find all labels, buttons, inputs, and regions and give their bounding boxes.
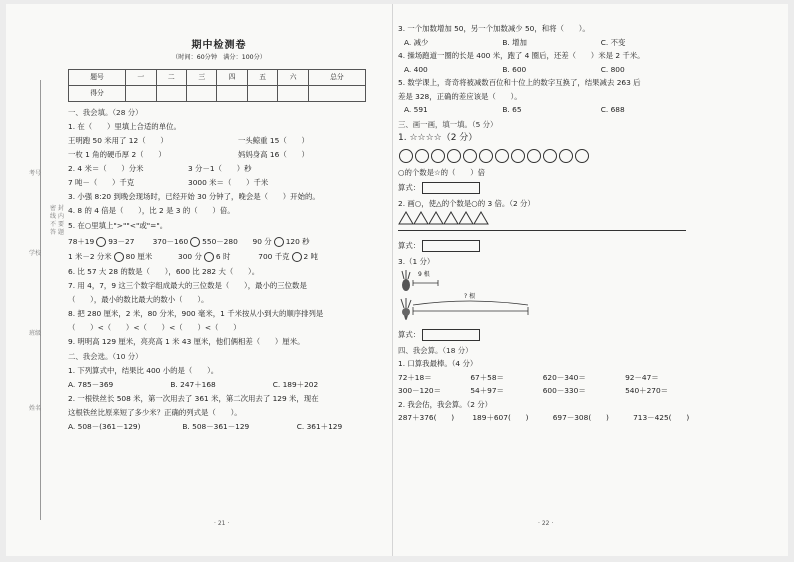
triangle-shapes xyxy=(398,211,490,225)
score-header: 二 xyxy=(156,70,186,86)
score-header: 题号 xyxy=(69,70,126,86)
choice-3-c: C. 不变 xyxy=(600,37,626,47)
choice-question-1: 1. 下列算式中，结果比 400 小的是（ ）。 xyxy=(68,365,219,375)
question-8-line2: （ ）<（ ）<（ ）<（ ）<（ ） xyxy=(68,322,241,332)
circle-shape xyxy=(447,149,461,163)
q1-item-a: 王明跑 50 米用了 12（ ） xyxy=(68,136,168,145)
q5-b6: 2 吨 xyxy=(303,252,318,261)
circle-shape xyxy=(415,149,429,163)
choice-1-c: C. 189＋202 xyxy=(272,379,319,389)
choice-question-5-line2: 差是 328，正确的差应该是（ ）。 xyxy=(398,91,522,101)
choice-question-5-line1: 5. 数学课上，奇奇将被减数百位和十位上的数字互换了，结果减去 263 后 xyxy=(398,78,641,87)
choice-question-2-line1: 2. 一根铁丝长 508 米，第一次用去了 361 米，第二次用去了 129 米，现在 xyxy=(68,393,319,403)
choice-1-a: A. 785－369 xyxy=(68,379,114,389)
choice-5-c: C. 688 xyxy=(600,105,625,114)
vegetable-diagram xyxy=(398,269,743,327)
margin-label-school: 学校 xyxy=(28,250,41,257)
calc-item: 92－47＝ xyxy=(625,372,659,382)
q5-b3: 300 分 xyxy=(178,252,202,261)
exam-subtitle: （时间：60分钟 满分：100分） xyxy=(172,54,266,61)
score-header: 三 xyxy=(186,70,216,86)
section-2-title: 二、我会选。（10 分） xyxy=(68,351,143,361)
exam-title: 期中检测卷 xyxy=(191,40,247,51)
score-table xyxy=(68,69,366,102)
formula-label: 算式： xyxy=(398,241,421,250)
page-number-left: · 21 · xyxy=(214,520,230,527)
compare-circle[interactable] xyxy=(204,252,214,262)
circle-shape xyxy=(479,149,493,163)
calc-item: 600－330＝ xyxy=(542,386,586,395)
q1-item-d: 妈妈身高 16（ ） xyxy=(238,150,309,159)
draw-question-1: 1. ☆☆☆☆（2 分） xyxy=(398,133,478,143)
choice-question-2-line2: 这根铁丝比原来短了多少米？正确的列式是（ ）。 xyxy=(68,407,242,417)
formula-label: 算式： xyxy=(398,330,421,339)
section-1-title: 一、我会填。（28 分） xyxy=(68,108,143,117)
q5-b2: 80 厘米 xyxy=(125,252,153,261)
q5-a5: 90 分 xyxy=(252,236,272,246)
calc-question-2: 2. 我会估，我会算。（2 分） xyxy=(398,399,493,409)
compare-circle[interactable] xyxy=(114,252,124,262)
q5-b4: 6 时 xyxy=(215,252,231,261)
score-cell[interactable] xyxy=(186,86,216,102)
score-header: 六 xyxy=(278,70,308,86)
margin-label-class: 班级 xyxy=(28,330,41,337)
circle-shape xyxy=(463,149,477,163)
score-label: 得分 xyxy=(69,86,126,102)
formula-label: 算式： xyxy=(398,183,421,192)
choice-2-b: B. 508－361－129 xyxy=(182,421,250,431)
question-8-line1: 8. 把 280 厘米，2 米，80 分米，900 毫米，1 千米按从小到大的顺序排列是 xyxy=(68,308,324,318)
choice-2-a: A. 508－(361－129) xyxy=(68,421,141,431)
circle-shape xyxy=(575,149,589,163)
question-7-line2: （ ），最小的数比最大的数小（ ）。 xyxy=(68,294,209,304)
q5-b5: 700 千克 xyxy=(258,252,290,261)
binding-margin xyxy=(28,80,64,500)
circle-shape xyxy=(527,149,541,163)
compare-circle[interactable] xyxy=(292,252,302,262)
choice-3-a: A. 减少 xyxy=(404,37,429,47)
q5-a4: 550－280 xyxy=(202,236,238,246)
choice-1-b: B. 247＋168 xyxy=(170,379,216,389)
choice-3-b: B. 增加 xyxy=(502,37,527,47)
question-3: 3. 小强 8:20 到晚会现场时，已经开始 30 分钟了，晚会是（ ）开始的。 xyxy=(68,192,320,201)
circle-shape xyxy=(431,149,445,163)
draw-question-1-fill: ○的个数是☆的（ ）倍 xyxy=(398,167,485,177)
q2-item-c: 7 吨－（ ）千克 xyxy=(68,178,135,187)
score-header: 五 xyxy=(247,70,277,86)
question-9: 9. 明明高 129 厘米，亮亮高 1 米 43 厘米，他们俩相差（ ）厘米。 xyxy=(68,336,305,346)
formula-answer-box[interactable] xyxy=(422,240,480,252)
calc-item: 540＋270＝ xyxy=(625,386,669,395)
compare-circle[interactable] xyxy=(190,237,200,247)
score-cell[interactable] xyxy=(278,86,308,102)
circle-shape xyxy=(511,149,525,163)
score-cell[interactable] xyxy=(247,86,277,102)
choice-question-4: 4. 操场跑道一圈的长是 400 米，跑了 4 圈后，还差（ ）米是 2 千米。 xyxy=(398,51,645,60)
section-3-title: 三、画一画，填一填。（5 分） xyxy=(398,119,498,129)
calc-item: 54＋97＝ xyxy=(470,386,504,395)
q2-item-b: 3 分－1（ ）秒 xyxy=(188,164,252,173)
score-cell[interactable] xyxy=(308,86,365,102)
calc-item: 300－120＝ xyxy=(398,386,441,395)
q1-item-c: 一枚 1 角的硬币厚 2（ ） xyxy=(68,150,166,159)
circle-shape xyxy=(543,149,557,163)
question-7-line1: 7. 用 4，7，9 这三个数字组成最大的三位数是（ ），最小的三位数是 xyxy=(68,280,307,290)
drawing-line[interactable] xyxy=(398,230,686,231)
circle-shape xyxy=(399,149,413,163)
question-1: 1. 在（ ）里填上合适的单位。 xyxy=(68,122,181,131)
score-header: 四 xyxy=(217,70,247,86)
score-cell[interactable] xyxy=(156,86,186,102)
score-header: 总分 xyxy=(308,70,365,86)
estimate-item: 189＋607( ) xyxy=(472,413,529,422)
draw-question-3: 3.（1 分） xyxy=(398,256,435,266)
page-number-right: · 22 · xyxy=(538,520,554,527)
choice-4-a: A. 400 xyxy=(404,64,428,74)
circle-shape xyxy=(559,149,573,163)
question-4: 4. 8 的 4 倍是（ ），比 2 是 3 的（ ）倍。 xyxy=(68,206,235,215)
circle-shape xyxy=(495,149,509,163)
draw-question-2: 2. 画○，使△的个数是○的 3 倍。（2 分） xyxy=(398,198,535,208)
section-4-title: 四、我会算。（18 分） xyxy=(398,345,473,355)
q2-item-d: 3000 米＝（ ）千米 xyxy=(188,178,269,187)
question-5: 5. 在○里填上">""<"或"="。 xyxy=(68,221,168,230)
formula-answer-box[interactable] xyxy=(422,329,480,341)
calc-item: 72＋18＝ xyxy=(398,372,432,382)
calc-item: 67＋58＝ xyxy=(470,372,504,382)
right-page xyxy=(398,22,743,425)
triangle-row xyxy=(398,211,743,227)
calc-question-1: 1. 口算我最棒。（4 分） xyxy=(398,359,478,368)
fold-line xyxy=(392,4,393,556)
estimate-item: 713－425( ) xyxy=(633,413,690,422)
compare-circle[interactable] xyxy=(96,237,106,247)
margin-label-id: 考号 xyxy=(28,170,41,177)
score-header: 一 xyxy=(126,70,156,86)
question-6: 6. 比 57 大 28 的数是（ ），600 比 282 大（ ）。 xyxy=(68,266,260,276)
margin-label-name: 姓名 xyxy=(28,405,41,412)
estimate-item: 287＋376( ) xyxy=(398,413,455,422)
choice-question-3: 3. 一个加数增加 50，另一个加数减少 50，和将（ ）。 xyxy=(398,24,590,33)
circle-row xyxy=(398,147,743,165)
beet-count-label: 9 根 xyxy=(418,271,430,278)
q5-a3: 370－160 xyxy=(152,236,189,246)
q2-item-a: 2. 4 米＝（ ）分米 xyxy=(68,164,144,173)
radish-count-label: ? 根 xyxy=(464,293,476,300)
estimate-item: 697－308( ) xyxy=(552,413,609,422)
choice-5-b: B. 65 xyxy=(502,105,522,114)
calc-item: 620－340＝ xyxy=(542,372,586,382)
formula-answer-box[interactable] xyxy=(422,182,480,194)
compare-circle[interactable] xyxy=(274,237,284,247)
score-cell[interactable] xyxy=(217,86,247,102)
choice-5-a: A. 591 xyxy=(404,105,428,114)
q5-a1: 78＋19 xyxy=(68,236,95,246)
q5-a2: 93－27 xyxy=(108,236,135,246)
choice-4-b: B. 600 xyxy=(502,64,527,74)
choice-4-c: C. 800 xyxy=(600,64,625,74)
q5-b1: 1 米－2 分米 xyxy=(68,252,112,261)
score-cell[interactable] xyxy=(126,86,156,102)
seal-line-text: 密 封 线 内 不 要 答 题 xyxy=(50,205,64,236)
choice-2-c: C. 361＋129 xyxy=(296,421,343,431)
left-page xyxy=(68,40,370,434)
q1-item-b: 一头鲸重 15（ ） xyxy=(238,136,309,145)
q5-a6: 120 秒 xyxy=(285,236,310,246)
